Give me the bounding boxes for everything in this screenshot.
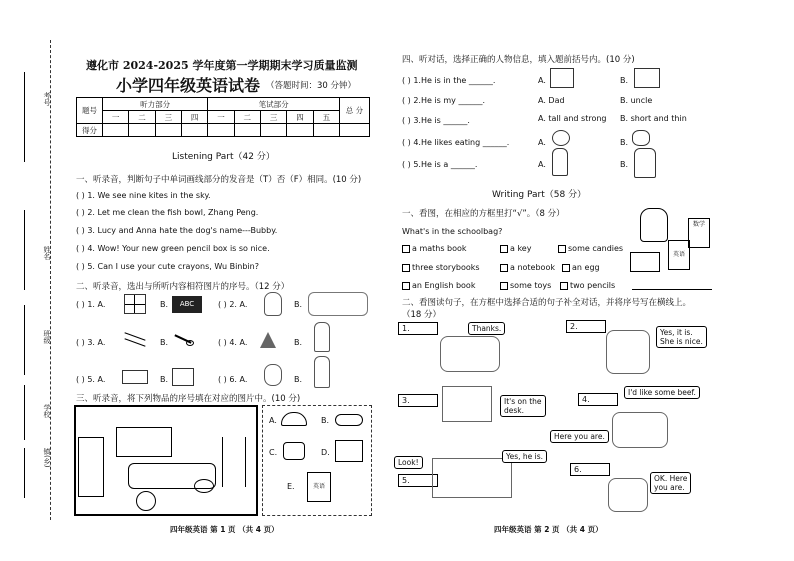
option-label: an English book	[412, 281, 476, 290]
option-label: a notebook	[510, 263, 555, 272]
food-icon	[552, 130, 570, 146]
egg-icon	[632, 130, 650, 146]
q4-2b: B. uncle	[620, 96, 653, 105]
checkbox[interactable]	[562, 264, 570, 272]
score-input[interactable]	[103, 124, 129, 137]
defen-cell: 得分	[77, 124, 103, 137]
w-q2-score: （18 分）	[402, 310, 442, 320]
objects-box	[262, 405, 372, 516]
panel-3-room	[442, 386, 492, 422]
w-col-1: 一	[208, 111, 234, 124]
score-input[interactable]	[155, 124, 181, 137]
obj-c-label: C.	[269, 448, 278, 457]
l-q2-3a: ( ) 3. A.	[76, 338, 106, 347]
q4-5b: B.	[620, 160, 629, 169]
q4-item-1: ( ) 1.He is in the ______.	[402, 76, 496, 85]
school-line	[24, 385, 25, 440]
glasses-icon	[335, 414, 363, 426]
photo-icon	[335, 440, 363, 462]
exam-number-line	[24, 72, 25, 162]
l-q1-item-5: ( ) 5. Can I use your cute crayons, Wu Binbin?	[76, 262, 259, 271]
w-q1-question: What's in the schoolbag?	[402, 227, 503, 236]
woman-icon	[314, 356, 330, 388]
option-candies[interactable]	[558, 244, 623, 253]
bubble-line: Yes, it is.	[660, 328, 693, 337]
bubble-line: you are.	[654, 483, 685, 492]
q4-5a: A.	[538, 160, 546, 169]
option-key[interactable]	[500, 244, 531, 253]
hat-icon	[281, 412, 307, 426]
option-label: a maths book	[412, 244, 467, 253]
l-q2-4a: ( ) 4. A.	[218, 338, 248, 347]
q4-2a: A. Dad	[538, 96, 565, 105]
classroom-icon	[550, 68, 574, 88]
chair-drawing	[194, 479, 214, 493]
option-pencils[interactable]	[560, 281, 615, 290]
l-q1-item-3: ( ) 3. Lucy and Anna hate the dog's name---Bubby.	[76, 226, 278, 235]
cook-icon	[552, 148, 568, 176]
l-col-1: 一	[103, 111, 129, 124]
bubble-beef: I'd like some beef.	[624, 386, 700, 399]
q4-1a: A.	[538, 76, 546, 85]
triangle-icon	[260, 332, 276, 348]
schoolbag-picture	[628, 208, 718, 294]
tihao-cell: 题号	[77, 98, 103, 124]
kitchen-icon	[634, 68, 660, 88]
window-drawing	[116, 427, 172, 457]
w-col-2: 二	[234, 111, 260, 124]
footer-page-1: 四年级英语 第 1 页 （共 4 页）	[170, 525, 279, 534]
obj-b-label: B.	[321, 416, 330, 425]
exam-header-line1: 遵化市 2024-2025 学年度第一学期期末学习质量监测	[86, 59, 358, 72]
pencils-icon	[632, 278, 712, 290]
bubble-thanks: Thanks.	[468, 322, 505, 335]
q4-3b: B. short and thin	[620, 114, 687, 123]
writing-title: Writing Part（58 分）	[492, 190, 587, 200]
toys-icon	[308, 292, 368, 316]
option-label: an egg	[572, 263, 600, 272]
l-q1-item-2: ( ) 2. Let me clean the fish bowl, Zhang Peng.	[76, 208, 259, 217]
bubble-line: It's on the	[504, 397, 542, 406]
option-label: three storybooks	[412, 263, 480, 272]
l-q2-5a: ( ) 5. A.	[76, 375, 106, 384]
q4-item-3: ( ) 3.He is ______.	[402, 116, 470, 125]
score-input[interactable]	[260, 124, 286, 137]
town-label: 镇(乡)	[43, 448, 51, 468]
l-col-4: 四	[181, 111, 207, 124]
phone-icon	[283, 442, 305, 460]
score-input[interactable]	[313, 124, 339, 137]
w-q1-instruction: 一、看图，在相应的方框里打“√”。（8 分）	[402, 209, 565, 219]
bubble-yes-it-is	[656, 326, 707, 348]
l-q2-6b: B.	[294, 375, 303, 384]
bubble-line: She is nice.	[660, 337, 703, 346]
q4-3a: A. tall and strong	[538, 114, 607, 123]
panel-3-number: 3.	[398, 394, 438, 407]
q4-4b: B.	[620, 138, 629, 147]
obj-e-label: E.	[287, 482, 295, 491]
listening-title: Listening Part（42 分）	[172, 152, 275, 162]
w-col-3: 三	[260, 111, 286, 124]
panel-6-people	[608, 478, 648, 512]
class-label: 班级	[43, 330, 51, 344]
q4-4a: A.	[538, 138, 546, 147]
class-line	[24, 305, 25, 375]
q4-item-5: ( ) 5.He is a ______.	[402, 160, 478, 169]
fridge-drawing	[78, 437, 104, 497]
exam-number-label: 考号	[43, 92, 51, 106]
name-line	[24, 210, 25, 290]
l-q2-1a: ( ) 1. A.	[76, 300, 106, 309]
checkbox[interactable]	[500, 264, 508, 272]
option-label: some candies	[568, 244, 624, 253]
ball-drawing	[136, 491, 156, 511]
checkbox[interactable]	[500, 245, 508, 253]
name-label: 姓名	[43, 246, 51, 260]
q4-item-4: ( ) 4.He likes eating ______.	[402, 138, 510, 147]
l-q1-instruction: 一、听录音，判断句子中单词画线部分的发音是（T）否（F）相同。(10 分)	[76, 175, 362, 185]
q4-instruction: 四、听对话，选择正确的人物信息，填入题前括号内。(10 分)	[402, 55, 635, 65]
footer-page-2: 四年级英语 第 2 页 （共 4 页）	[494, 525, 603, 534]
obj-a-label: A.	[269, 416, 277, 425]
panel-6-number: 6.	[570, 463, 610, 476]
w-q2-instruction: 二、看图读句子，在方框中选择合适的句子补全对话，并将序号写在横线上。	[402, 298, 692, 308]
english-book-icon: 英语	[668, 240, 690, 270]
spoon-bowl-icon	[186, 340, 194, 346]
q4-item-2: ( ) 2.He is my ______.	[402, 96, 485, 105]
l-q2-6a: ( ) 6. A.	[218, 375, 248, 384]
option-label: some toys	[510, 281, 552, 290]
schoolbag-icon	[640, 208, 668, 242]
option-english-book[interactable]	[402, 281, 475, 290]
bubble-here-you-are: Here you are.	[550, 430, 609, 443]
score-input[interactable]	[129, 124, 155, 137]
panel-5-number: 5.	[398, 474, 438, 487]
panel-1-people	[440, 336, 500, 372]
window-icon	[124, 294, 146, 314]
checkbox[interactable]	[402, 282, 410, 290]
panel-2-people	[606, 330, 650, 374]
checkbox[interactable]	[402, 264, 410, 272]
panel-2-number: 2.	[566, 320, 606, 333]
l-q2-5b: B.	[160, 375, 169, 384]
score-input[interactable]	[234, 124, 260, 137]
l-q3-instruction: 三、听录音，将下列物品的序号填在对应的图片中。(10 分)	[76, 394, 301, 404]
w-col-4: 四	[287, 111, 313, 124]
l-q2-2b: B.	[294, 300, 303, 309]
bubble-on-desk	[500, 395, 546, 417]
listening-header: 听力部分	[103, 98, 208, 111]
panel-5-people	[432, 458, 512, 498]
score-input[interactable]	[208, 124, 234, 137]
panel-4-people	[612, 412, 668, 448]
l-q2-instruction: 二、听录音，选出与所听内容相符图片的序号。（12 分）	[76, 282, 290, 292]
option-label: two pencils	[570, 281, 616, 290]
option-maths-book[interactable]	[402, 244, 467, 253]
bubble-look: Look!	[394, 456, 423, 469]
total-header: 总 分	[340, 98, 370, 124]
door-drawing	[222, 437, 246, 487]
l-col-2: 二	[129, 111, 155, 124]
boy-icon	[264, 364, 282, 386]
checkbox[interactable]	[500, 282, 508, 290]
checkbox[interactable]	[402, 245, 410, 253]
panel-4-number: 4.	[578, 393, 618, 406]
score-input[interactable]	[340, 124, 370, 137]
school-label: 学校	[43, 404, 51, 418]
blackboard-icon: ABC	[172, 296, 202, 313]
farmer-icon	[634, 148, 656, 178]
option-label: a key	[510, 244, 532, 253]
option-toys[interactable]	[500, 281, 551, 290]
option-storybooks[interactable]	[402, 263, 480, 272]
checkbox[interactable]	[558, 245, 566, 253]
bubble-ok-here	[650, 472, 691, 494]
score-input[interactable]	[181, 124, 207, 137]
chopsticks-icon	[124, 332, 146, 350]
option-egg[interactable]	[562, 263, 600, 272]
q4-1b: B.	[620, 76, 629, 85]
l-q1-item-4: ( ) 4. Wow! Your new green pencil box is so nice.	[76, 244, 270, 253]
w-col-5: 五	[313, 111, 339, 124]
l-q2-1b: B.	[160, 300, 169, 309]
checkbox[interactable]	[560, 282, 568, 290]
bubble-line: OK. Here	[654, 474, 688, 483]
l-q2-2a: ( ) 2. A.	[218, 300, 248, 309]
obj-d-label: D.	[321, 448, 330, 457]
score-input[interactable]	[287, 124, 313, 137]
exam-title: 小学四年级英语试卷	[116, 76, 261, 95]
person-icon	[264, 292, 282, 316]
score-table	[76, 97, 370, 137]
english-book-icon: 英语	[307, 472, 331, 502]
l-q2-3b: B.	[160, 338, 169, 347]
maths-book-icon: 数学	[688, 218, 710, 248]
room-picture	[74, 405, 258, 516]
l-q1-item-1: ( ) 1. We see nine kites in the sky.	[76, 191, 211, 200]
bed-icon	[122, 370, 148, 384]
cabinet-icon	[172, 368, 194, 386]
storybooks-icon	[630, 252, 660, 272]
bubble-yes-he-is: Yes, he is.	[502, 450, 547, 463]
town-line	[24, 448, 25, 498]
bubble-line: desk.	[504, 406, 525, 415]
l-q2-4b: B.	[294, 338, 303, 347]
panel-1-number: 1.	[398, 322, 438, 335]
l-col-3: 三	[155, 111, 181, 124]
exam-time: （答题时间：30 分钟）	[266, 81, 357, 91]
girl-icon	[314, 322, 330, 352]
writing-header: 笔试部分	[208, 98, 340, 111]
option-notebook[interactable]	[500, 263, 555, 272]
